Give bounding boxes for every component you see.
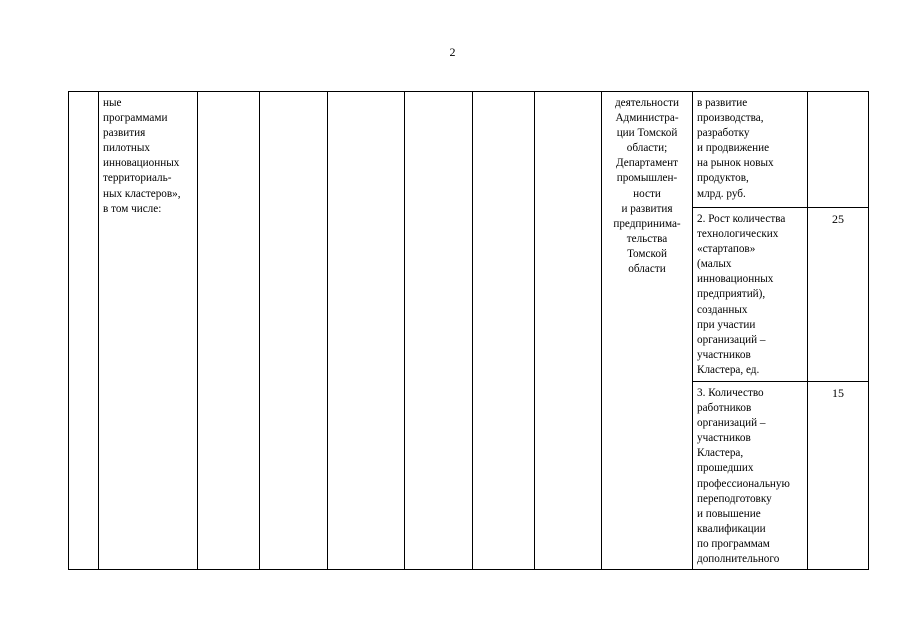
- table-top-border: [68, 91, 869, 92]
- indicator-value: 15: [832, 386, 844, 400]
- column-border: [807, 91, 808, 570]
- column-border: [259, 91, 260, 570]
- column-border: [601, 91, 602, 570]
- program-cell: ные программами развития пилотных инновационных территориаль- ных кластеров», в том числе:: [103, 97, 181, 215]
- table-bottom-border: [68, 569, 869, 570]
- column-border: [472, 91, 473, 570]
- page-number: 2: [449, 45, 456, 59]
- column-border: [534, 91, 535, 570]
- row-divider: [692, 381, 869, 382]
- column-border: [197, 91, 198, 570]
- column-border: [692, 91, 693, 570]
- column-border: [327, 91, 328, 570]
- indicator-value: 25: [832, 212, 844, 226]
- indicator-name: в развитие производства, разработку и продвижение на рынок новых продуктов, млрд. руб.: [697, 97, 774, 200]
- column-border: [68, 91, 69, 570]
- indicator-name: 2. Рост количества технологических «стартапов» (малых инновационных предприятий), созданных при участии организаций – участников Кластера, ед.: [697, 213, 786, 376]
- executor-cell: деятельности Администра- ции Томской области; Департамент промышлен- ности и развития предпринима- тельства Томской области: [613, 97, 681, 276]
- indicator-name: 3. Количество работников организаций – участников Кластера, прошедших профессиональную переподготовку и повышение квалификации по программам дополнительного: [697, 387, 790, 566]
- column-border: [868, 91, 869, 570]
- column-border: [404, 91, 405, 570]
- column-border: [98, 91, 99, 570]
- row-divider: [692, 207, 869, 208]
